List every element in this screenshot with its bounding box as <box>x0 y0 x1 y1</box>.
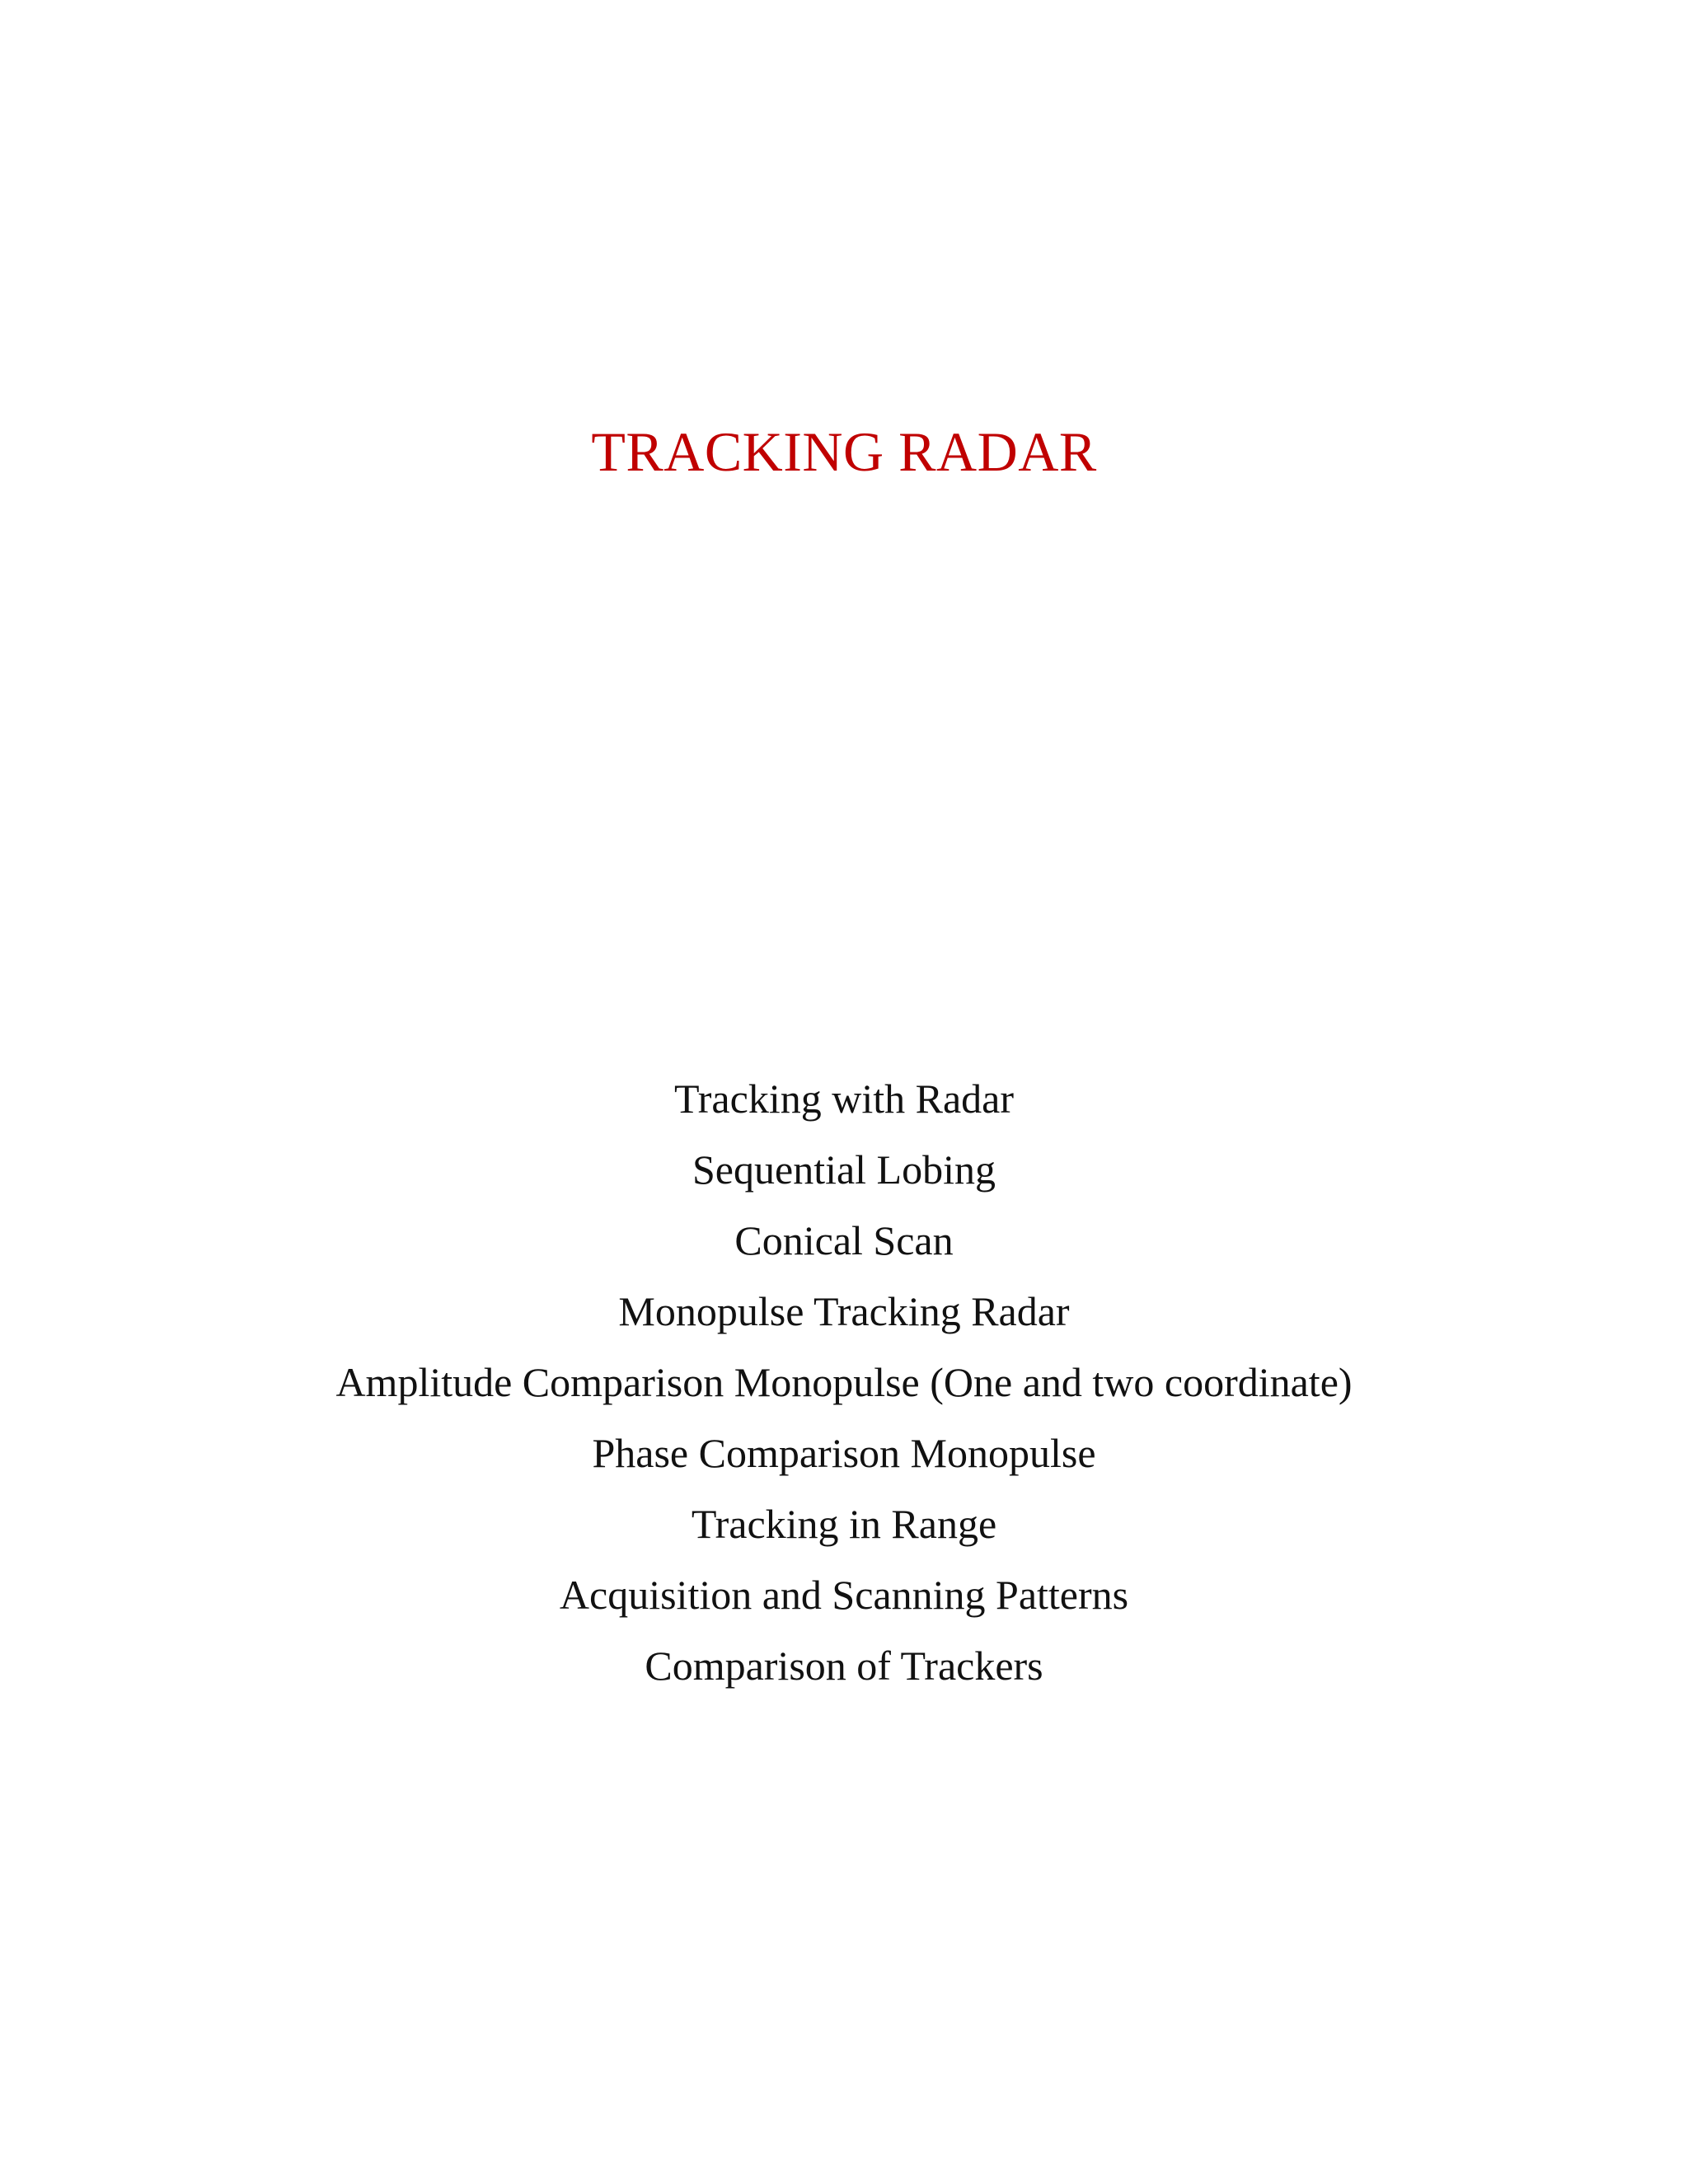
topic-item: Amplitude Comparison Monopulse (One and two coordinate) <box>335 1359 1353 1405</box>
topic-item: Monopulse Tracking Radar <box>618 1288 1070 1334</box>
topic-list <box>0 1063 1688 1701</box>
topic-item: Tracking in Range <box>691 1501 997 1547</box>
chapter-title: TRACKING RADAR <box>591 420 1097 483</box>
topic-item: Tracking with Radar <box>674 1076 1014 1122</box>
topic-item: Comparison of Trackers <box>645 1643 1043 1689</box>
topic-item: Conical Scan <box>734 1217 954 1263</box>
topic-item: Sequential Lobing <box>692 1146 996 1193</box>
topic-item: Acquisition and Scanning Patterns <box>559 1572 1129 1618</box>
topic-item: Phase Comparison Monopulse <box>592 1430 1096 1476</box>
